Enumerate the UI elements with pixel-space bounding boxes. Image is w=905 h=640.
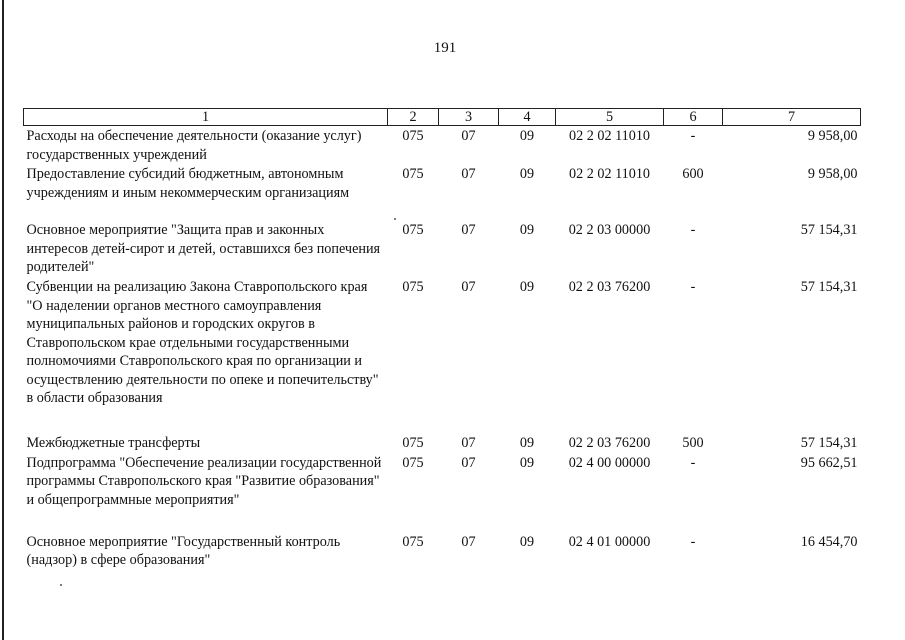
row-subsection-code: 09	[519, 454, 535, 471]
row-subsection-code: 09	[519, 533, 535, 550]
table-header-row	[24, 109, 861, 126]
row-amount: 9 958,00	[807, 166, 858, 182]
row-target-code: 02 2 03 76200	[568, 435, 651, 451]
column-header-3: 3	[439, 109, 499, 126]
column-header-4: 4	[499, 109, 556, 126]
column-header-5: 5	[556, 109, 664, 126]
row-ministry-code: 075	[402, 128, 424, 144]
column-header-1: 1	[24, 109, 388, 126]
row-ministry-code: 075	[402, 279, 424, 295]
row-amount: 95 662,51	[800, 454, 858, 471]
row-target-code: 02 2 03 00000	[568, 222, 651, 238]
row-section-code: 07	[461, 222, 476, 238]
row-ministry-code: 075	[402, 222, 424, 238]
table-row	[24, 532, 861, 573]
row-subsection-code: 09	[519, 166, 535, 182]
row-subsection-code: 09	[519, 279, 535, 295]
row-expense-type: -	[690, 533, 696, 550]
scan-speck	[60, 584, 62, 586]
page-edge-line	[2, 0, 4, 640]
column-header-2: 2	[388, 109, 439, 126]
table-row	[24, 433, 861, 453]
row-amount: 57 154,31	[800, 435, 858, 451]
table-row	[24, 164, 861, 220]
row-section-code: 07	[461, 435, 476, 451]
row-section-code: 07	[461, 166, 476, 182]
row-description: Расходы на обеспечение деятельности (оказание услуг) государственных учреждений	[26, 128, 362, 163]
row-ministry-code: 075	[402, 166, 424, 182]
row-description: Субвенции на реализацию Закона Ставропольского края "О наделении органов местного самоуправления муниципальных районов и городских округов в Ставропольском крае отдельными государственными полномочиями Ставропольского края по организации и осуществлению деятельности по опеке и попечительству" в области образования	[26, 279, 379, 406]
row-expense-type: -	[690, 222, 696, 238]
row-description: Межбюджетные трансферты	[26, 435, 201, 451]
row-amount: 57 154,31	[800, 279, 858, 295]
row-subsection-code: 09	[519, 222, 535, 238]
row-description: Основное мероприятие "Защита прав и законных интересов детей-сирот и детей, оставшихся без попечения родителей"	[26, 222, 381, 275]
row-expense-type: -	[690, 454, 696, 471]
row-target-code: 02 4 01 00000	[568, 533, 651, 550]
row-amount: 16 454,70	[800, 533, 858, 550]
row-expense-type: 500	[682, 435, 704, 451]
table-row	[24, 126, 861, 165]
scan-speck	[394, 218, 396, 220]
row-expense-type: 600	[682, 166, 704, 182]
row-description: Основное мероприятие "Государственный контроль (надзор) в сфере образования"	[26, 533, 341, 568]
row-expense-type: -	[690, 279, 696, 295]
column-header-7: 7	[723, 109, 861, 126]
row-ministry-code: 075	[402, 454, 424, 471]
page-number: 191	[433, 40, 457, 56]
row-ministry-code: 075	[402, 533, 424, 550]
row-description: Предоставление субсидий бюджетным, автономным учреждениям и иным некоммерческим организациям	[26, 166, 350, 201]
table-row	[24, 277, 861, 433]
row-target-code: 02 2 02 11010	[568, 166, 651, 182]
budget-table	[23, 108, 861, 573]
column-header-6: 6	[664, 109, 723, 126]
row-subsection-code: 09	[519, 435, 535, 451]
row-section-code: 07	[461, 454, 476, 471]
row-section-code: 07	[461, 533, 476, 550]
row-ministry-code: 075	[402, 435, 424, 451]
table-row	[24, 453, 861, 532]
row-target-code: 02 2 03 76200	[568, 279, 651, 295]
row-amount: 57 154,31	[800, 222, 858, 238]
row-section-code: 07	[461, 279, 476, 295]
row-amount: 9 958,00	[807, 128, 858, 144]
row-expense-type: -	[690, 128, 696, 144]
row-section-code: 07	[461, 128, 476, 144]
row-target-code: 02 4 00 00000	[568, 454, 651, 471]
row-subsection-code: 09	[519, 128, 535, 144]
table-row	[24, 220, 861, 277]
row-target-code: 02 2 02 11010	[568, 128, 651, 144]
row-description: Подпрограмма "Обеспечение реализации государственной программы Ставропольского края "Развитие образования" и общепрограммные мероприятия"	[26, 454, 382, 508]
